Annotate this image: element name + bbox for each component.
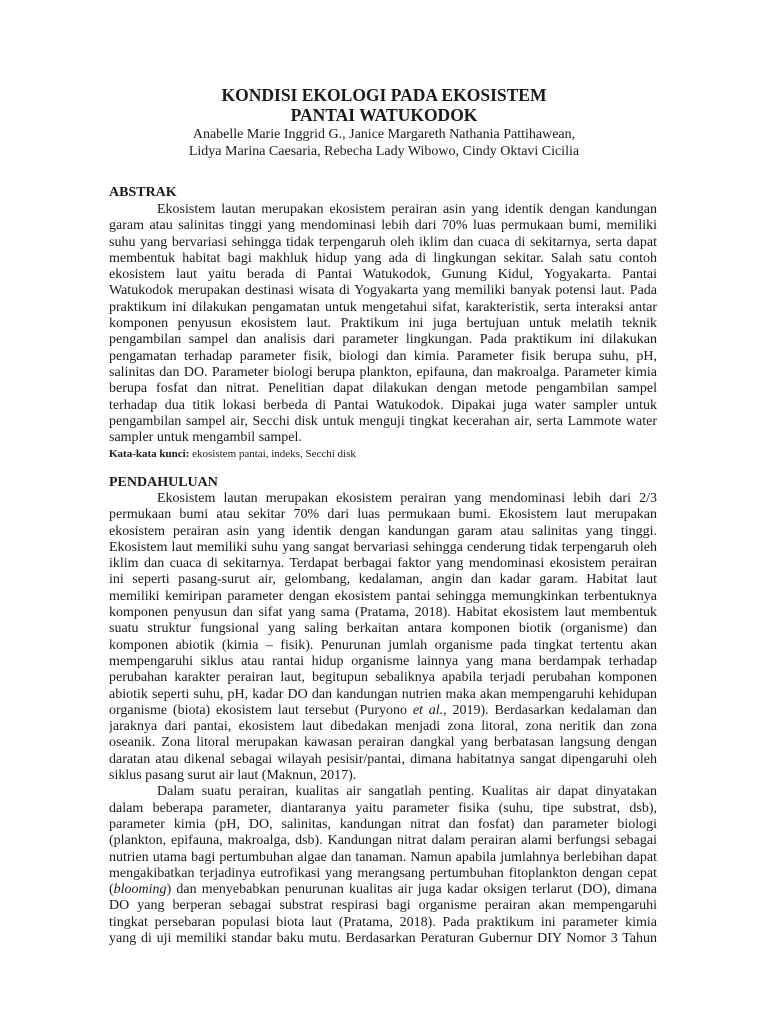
keywords-label: Kata-kata kunci:	[109, 448, 190, 460]
intro-line: ini seperti pasang-surut air, gelombang, kedalaman, angin dan kadar garam. Habitat laut	[109, 572, 657, 588]
intro-line: Dalam suatu perairan, kualitas air sangatlah penting. Kualitas air dapat dinyatakan	[157, 784, 657, 800]
intro-line: mempengaruhi siklus atau rantai hidup organisme lainnya yang mana berdampak terhadap	[109, 653, 657, 669]
intro-body	[109, 491, 657, 947]
abstract-heading: ABSTRAK	[109, 185, 177, 200]
intro-line: organisme (biota) ekosistem laut tersebut (Puryono et al., 2019). Berdasarkan kedalaman dan	[109, 702, 657, 718]
intro-line: siklus pasang surut air laut (Maknun, 2017).	[109, 768, 357, 784]
intro-line: dalam beberapa parameter, diantaranya yaitu parameter fisika (suhu, tipe substrat, dsb),	[109, 800, 657, 816]
abstract-body	[109, 202, 657, 446]
intro-line: abiotik seperti suhu, pH, kadar DO dan kandungan nutrien maka akan mempengaruhi kehidupan	[109, 686, 657, 702]
intro-line: parameter kimia (pH, DO, salinitas, kandungan nitrat dan fosfat) dan parameter biologi	[109, 816, 657, 832]
abstract-line: sampler untuk mengambil sampel.	[109, 430, 302, 446]
abstract-line: pengambilan sampel dan analisis dari parameter lingkungan. Pada praktikum ini dilakukan	[109, 332, 657, 348]
intro-line: DO yang berperan sebagai substrat respirasi bagi organisme perairan akan mempengaruhi	[109, 898, 657, 914]
paper-title-line-2: PANTAI WATUKODOK	[290, 105, 478, 125]
intro-line: nutrien utama bagi pertumbuhan algae dan tanaman. Namun apabila jumlahnya berlebihan dapat	[109, 849, 657, 865]
intro-line: mengakibatkan terjadinya eutrofikasi yang merangsang pertumbuhan fitoplankton dengan cepat	[109, 865, 657, 881]
intro-line: tingkat persebaran populasi biota laut (Pratama, 2018). Pada praktikum ini parameter kimia	[109, 914, 657, 930]
intro-line: permukaan bumi atau sekitar 70% dari luas permukaan bumi. Ekosistem laut merupakan	[109, 507, 657, 523]
intro-line: (plankton, epifauna, makroalga, dsb). Kandungan nitrat dalam perairan alami berfungsi sebagai	[109, 833, 657, 849]
abstract-line: garam atau salinitas tinggi yang mendominasi lebih dari 70% luas permukaan bumi, memiliki	[109, 218, 657, 234]
intro-line: jaraknya dari pantai, ekosistem laut dibedakan menjadi zona litoral, zona neritik dan zona	[109, 719, 657, 735]
intro-line: yang di uji memiliki standar baku mutu. Berdasarkan Peraturan Gubernur DIY Nomor 3 Tahun	[109, 931, 657, 947]
authors-line-1: Anabelle Marie Inggrid G., Janice Margareth Nathania Pattihawean,	[192, 127, 576, 142]
abstract-line: Ekosistem lautan merupakan ekosistem perairan asin yang identik dengan kandungan	[157, 202, 657, 217]
intro-line: suatu struktur fungsional yang saling berkaitan antara komponen biotik (organisme) dan	[109, 621, 657, 637]
abstract-line: praktikum ini dilakukan pengamatan untuk mengetahui sifat, karakteristik, serta interaksi antar	[109, 299, 657, 315]
intro-line: komponen penyusun dan sifat yang sama (Pratama, 2018). Habitat ekosistem laut membentuk	[109, 605, 657, 621]
intro-line: (blooming) dan menyebabkan penurunan kualitas air juga kadar oksigen terlarut (DO), dimana	[109, 882, 657, 898]
intro-line: daratan atau dikenal sebagai wilayah pesisir/pantai, dimana habitatnya sangat dipengaruhi oleh	[109, 751, 657, 767]
abstract-line: komponen penyusun ekosistem laut. Praktikum ini juga bertujuan untuk melatih teknik	[109, 316, 657, 332]
keywords	[109, 447, 356, 461]
abstract-line: suhu yang bervariasi sehingga tidak terpengaruh oleh iklim dan cuaca di sekitarnya, serta dapat	[109, 234, 657, 250]
abstract-line: berupa fosfat dan nitrat. Penelitian dapat dilakukan dengan metode pengambilan sampel	[109, 381, 657, 397]
paper-title-line-1: KONDISI EKOLOGI PADA EKOSISTEM	[221, 85, 547, 105]
abstract-line: Watukodok merupakan destinasi wisata di Yogyakarta yang memiliki banyak potensi laut. Pada	[109, 283, 657, 299]
intro-heading: PENDAHULUAN	[109, 475, 218, 490]
abstract-line: membentuk habitat bagi makhluk hidup yang ada di lingkungan sekitar. Salah satu contoh	[109, 250, 657, 266]
intro-line: Ekosistem laut memiliki suhu yang sangat bervariasi sehingga cenderung tidak terpengaruh oleh	[109, 539, 657, 555]
intro-line: oseanik. Zona litoral merupakan kawasan perairan dangkal yang berbatasan langsung dengan	[109, 735, 657, 751]
intro-line: Ekosistem lautan merupakan ekosistem perairan yang mendominasi lebih dari 2/3	[157, 491, 657, 506]
intro-line: memiliki kemiripan parameter dengan ekosistem pantai sehingga memungkinkan terbentuknya	[109, 588, 657, 604]
keywords-text: ekosistem pantai, indeks, Secchi disk	[192, 448, 356, 460]
intro-line: ekosistem perairan asin yang identik dengan kandungan garam atau salinitas yang tinggi.	[109, 523, 657, 539]
intro-line: komponen abiotik (kimia – fisik). Penurunan jumlah organisme pada tingkat tertentu akan	[109, 637, 657, 653]
intro-line: perubahan karakter perairan laut, begitupun sebaliknya apabila terjadi perubahan komponen	[109, 670, 657, 686]
abstract-line: ekosistem laut yaitu berada di Pantai Watukodok, Gunung Kidul, Yogyakarta. Pantai	[109, 267, 657, 283]
abstract-line: terhadap dua titik lokasi berbeda di Pantai Watukodok. Dipakai juga water sampler untuk	[109, 397, 657, 413]
intro-line: iklim dan cuaca di sekitarnya. Terdapat berbagai faktor yang mendominasi ekosistem perairan	[109, 556, 657, 572]
authors-line-2: Lidya Marina Caesaria, Rebecha Lady Wibowo, Cindy Oktavi Cicilia	[188, 144, 580, 159]
abstract-line: pengamatan terhadap parameter fisik, biologi dan kimia. Parameter fisik berupa suhu, pH,	[109, 348, 657, 364]
abstract-line: pengambilan sampel air, Secchi disk untuk menguji tingkat kecerahan air, serta Lammote water	[109, 413, 657, 429]
abstract-line: salinitas dan DO. Parameter biologi berupa plankton, epifauna, dan makroalga. Parameter kimia	[109, 364, 657, 380]
